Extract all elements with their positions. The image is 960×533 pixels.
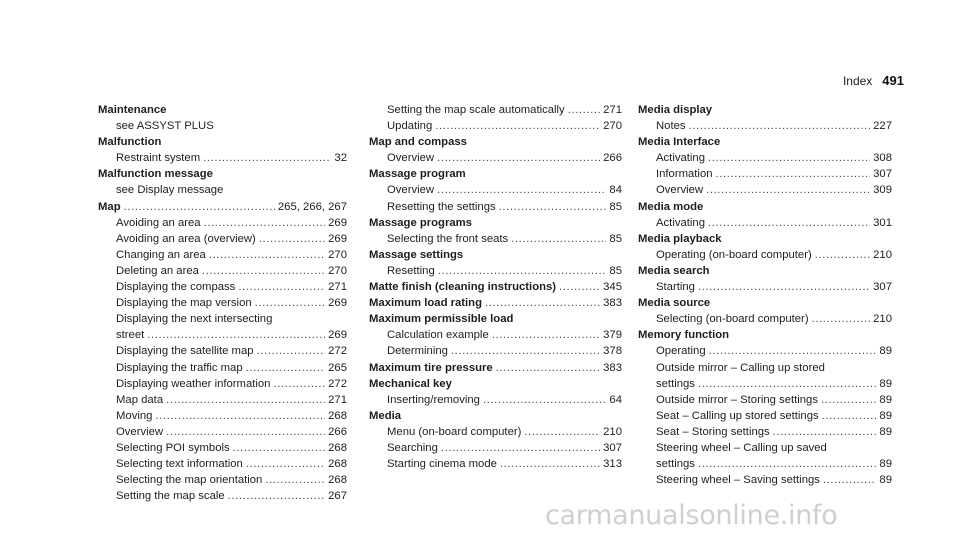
index-term — [638, 295, 892, 311]
leader-dots — [437, 182, 606, 198]
leader-dots — [437, 150, 600, 166]
index-term — [98, 199, 347, 215]
index-subentry — [98, 456, 347, 472]
subentry-label: Displaying the satellite map — [116, 345, 254, 358]
index-subentry — [98, 392, 347, 408]
leader-dots — [821, 392, 876, 408]
index-term-label: Maximum load rating — [369, 297, 482, 310]
subentry-label: Steering wheel – Saving settings — [656, 474, 820, 487]
page-ref[interactable]: 89 — [879, 458, 892, 471]
index-entry — [369, 134, 622, 166]
page-ref[interactable]: 210 — [603, 425, 622, 438]
page-ref[interactable]: 270 — [603, 120, 622, 133]
leader-dots — [451, 343, 600, 359]
subentry-label: Displaying the compass — [116, 281, 236, 294]
index-entry — [98, 166, 347, 198]
subentry-label: Avoiding an area — [116, 216, 201, 229]
index-term — [638, 231, 892, 247]
index-subentry — [98, 279, 347, 295]
page-ref[interactable]: 89 — [879, 393, 892, 406]
subentry-label: Overview — [116, 425, 164, 438]
index-term — [638, 263, 892, 279]
index-entry — [638, 231, 892, 263]
index-entry — [369, 360, 622, 376]
leader-dots — [823, 472, 877, 488]
leader-dots — [698, 456, 876, 472]
index-label: Index — [842, 74, 873, 88]
leader-dots — [228, 488, 326, 504]
index-entry — [369, 311, 622, 359]
index-subentry — [638, 408, 892, 424]
subentry-label: Information — [656, 168, 713, 181]
subentry-label: Outside mirror – Calling up stored — [656, 361, 825, 374]
subentry-label: Activating — [656, 152, 705, 165]
page-ref[interactable]: 383 — [603, 361, 622, 374]
subentry-label: Starting — [656, 281, 695, 294]
leader-dots — [716, 166, 871, 182]
leader-dots — [435, 118, 600, 134]
index-term — [98, 166, 347, 182]
leader-dots — [698, 279, 870, 295]
index-entry — [638, 295, 892, 327]
subentry-label: Overview — [387, 152, 435, 165]
leader-dots — [499, 199, 607, 215]
leader-dots — [500, 456, 600, 472]
index-subentry — [98, 150, 347, 166]
index-term-label: Map — [98, 200, 121, 213]
leader-dots — [483, 392, 606, 408]
index-entry — [369, 215, 622, 247]
leader-dots — [203, 150, 331, 166]
page-ref[interactable]: 89 — [879, 409, 892, 422]
subentry-label: Displaying the next intersecting — [116, 313, 273, 326]
index-subentry — [638, 118, 892, 134]
page-ref[interactable]: 308 — [873, 152, 892, 165]
leader-dots — [812, 311, 871, 327]
leader-dots — [238, 279, 325, 295]
index-subentry — [638, 247, 892, 263]
subentry-label: Menu (on-board computer) — [387, 425, 522, 438]
index-term-label: Memory function — [638, 329, 730, 342]
index-subentry — [638, 376, 892, 392]
subentry-label: Selecting the front seats — [387, 232, 509, 245]
page-ref[interactable]: 271 — [328, 393, 347, 406]
index-subentry — [98, 327, 347, 343]
leader-dots — [265, 472, 325, 488]
leader-dots — [709, 343, 877, 359]
index-term-label: Maintenance — [98, 104, 167, 116]
subentry-label: Selecting the map orientation — [116, 474, 263, 487]
page-ref[interactable]: 210 — [873, 248, 892, 261]
index-term-label: Mechanical key — [369, 377, 452, 390]
subentry-label: Seat – Calling up stored settings — [656, 409, 819, 422]
page-ref[interactable]: 268 — [328, 458, 347, 471]
index-subentry — [98, 263, 347, 279]
index-subentry — [638, 424, 892, 440]
subentry-continuation: settings — [656, 458, 695, 471]
subentry-label: Resetting the settings — [387, 200, 496, 213]
subentry-label: Steering wheel – Calling up saved — [656, 441, 827, 454]
index-term-label: Media mode — [638, 200, 704, 213]
index-subentry — [369, 327, 622, 343]
index-term — [638, 327, 892, 343]
index-term — [369, 134, 622, 150]
leader-dots — [204, 215, 326, 231]
page-number: 491 — [882, 73, 904, 88]
page-ref[interactable]: 210 — [873, 313, 892, 326]
index-subentry — [98, 231, 347, 247]
leader-dots — [511, 231, 606, 247]
page-ref[interactable]: 227 — [873, 120, 892, 133]
page-ref[interactable]: 270 — [328, 264, 347, 277]
index-subentry — [369, 263, 622, 279]
subentry-label: Changing an area — [116, 248, 206, 261]
page-ref[interactable]: 272 — [328, 377, 347, 390]
index-term-label: Media Interface — [638, 136, 721, 149]
index-subentry — [98, 472, 347, 488]
index-subentry — [638, 456, 892, 472]
subentry-label: Displaying weather information — [116, 377, 271, 390]
subentry-label: Seat – Storing settings — [656, 425, 770, 438]
index-term-label: Malfunction message — [98, 168, 213, 181]
leader-dots — [202, 263, 325, 279]
page-ref[interactable]: 307 — [873, 281, 892, 294]
index-subentry — [98, 360, 347, 376]
page-ref[interactable]: 269 — [328, 329, 347, 342]
index-term-label: Massage program — [369, 168, 466, 181]
subentry-label: Selecting POI symbols — [116, 441, 230, 454]
page-ref[interactable]: 307 — [873, 168, 892, 181]
page-ref[interactable]: 301 — [873, 216, 892, 229]
index-subentry — [369, 102, 622, 118]
index-entry — [369, 408, 622, 472]
page-ref[interactable]: 271 — [328, 281, 347, 294]
index-subentry — [638, 279, 892, 295]
subentry-label: see ASSYST PLUS — [116, 120, 214, 133]
index-term — [369, 311, 622, 327]
index-entry — [369, 295, 622, 311]
page-ref[interactable]: 89 — [879, 425, 892, 438]
page-ref[interactable]: 307 — [603, 441, 622, 454]
leader-dots — [524, 424, 600, 440]
page-ref[interactable]: 272 — [328, 345, 347, 358]
subentry-continuation: street — [116, 329, 145, 342]
index-term — [369, 166, 622, 182]
leader-dots — [559, 279, 600, 295]
page-ref[interactable]: 266 — [603, 152, 622, 165]
page-ref[interactable]: 313 — [603, 458, 622, 471]
index-subentry — [369, 392, 622, 408]
subentry-label: Searching — [387, 441, 438, 454]
subentry-label: see Display message — [116, 184, 224, 197]
index-subentry — [638, 343, 892, 359]
index-term-label: Media display — [638, 104, 713, 116]
page-ref[interactable]: 89 — [879, 474, 892, 487]
page-ref[interactable]: 383 — [603, 297, 622, 310]
index-term — [369, 360, 622, 376]
index-subentry — [638, 150, 892, 166]
index-term-label: Media search — [638, 264, 710, 277]
leader-dots — [815, 247, 870, 263]
subentry-label: Determining — [387, 345, 448, 358]
leader-dots — [246, 456, 325, 472]
index-subentry — [98, 408, 347, 424]
index-term — [369, 408, 622, 424]
page-ref[interactable]: 268 — [328, 409, 347, 422]
index-subentry — [369, 440, 622, 456]
page-ref[interactable]: 268 — [328, 474, 347, 487]
leader-dots — [822, 408, 877, 424]
subentry-label: Calculation example — [387, 329, 489, 342]
subentry-label: Operating — [656, 345, 706, 358]
index-column-1 — [98, 102, 347, 504]
subentry-label: Overview — [656, 184, 704, 197]
leader-dots — [708, 215, 870, 231]
index-entry — [369, 279, 622, 295]
index-term — [98, 134, 347, 150]
index-subentry — [638, 215, 892, 231]
leader-dots — [492, 327, 600, 343]
index-subentry — [98, 247, 347, 263]
index-entry — [638, 199, 892, 231]
page-ref[interactable]: 84 — [609, 184, 622, 197]
page-ref[interactable]: 379 — [603, 329, 622, 342]
leader-dots — [698, 376, 876, 392]
leader-dots — [255, 295, 326, 311]
page-ref[interactable]: 267 — [328, 490, 347, 503]
index-entry — [369, 102, 622, 134]
subentry-label: Selecting (on-board computer) — [656, 313, 809, 326]
page-ref[interactable]: 265 — [328, 361, 347, 374]
subentry-label: Deleting an area — [116, 264, 199, 277]
subentry-label: Updating — [387, 120, 433, 133]
index-entry — [369, 247, 622, 279]
page-ref[interactable]: 378 — [603, 345, 622, 358]
page-ref[interactable]: 89 — [879, 345, 892, 358]
page-header — [843, 73, 904, 88]
leader-dots — [259, 231, 325, 247]
leader-dots — [773, 424, 877, 440]
page-ref[interactable]: 89 — [879, 377, 892, 390]
subentry-label: Displaying the traffic map — [116, 361, 243, 374]
index-subentry — [369, 424, 622, 440]
subentry-label: Outside mirror – Storing settings — [656, 393, 818, 406]
index-subentry — [369, 231, 622, 247]
index-subentry — [98, 182, 347, 198]
index-term-label: Matte finish (cleaning instructions) — [369, 281, 557, 294]
subentry-label: Avoiding an area (overview) — [116, 232, 256, 245]
index-term — [369, 215, 622, 231]
index-term-label: Massage programs — [369, 216, 472, 229]
index-entry — [98, 102, 347, 134]
leader-dots — [689, 118, 871, 134]
index-term — [638, 134, 892, 150]
subentry-label: Map data — [116, 393, 164, 406]
index-entry — [638, 102, 892, 134]
index-term — [369, 295, 622, 311]
page-ref[interactable]: 345 — [603, 281, 622, 294]
index-term-label: Map and compass — [369, 136, 467, 149]
subentry-label: Displaying the map version — [116, 297, 252, 310]
index-subentry — [638, 392, 892, 408]
page-ref[interactable]: 265, 266, 267 — [277, 200, 347, 213]
leader-dots — [496, 360, 600, 376]
index-term — [369, 247, 622, 263]
subentry-label: Moving — [116, 409, 153, 422]
index-column-2 — [369, 102, 622, 472]
index-subentry — [98, 343, 347, 359]
leader-dots — [209, 247, 325, 263]
subentry-label: Notes — [656, 120, 686, 133]
index-entry — [369, 166, 622, 214]
index-term-label: Media playback — [638, 232, 722, 245]
page-ref[interactable]: 85 — [609, 232, 622, 245]
page-ref[interactable]: 32 — [334, 152, 347, 165]
index-subentry — [98, 118, 347, 134]
index-subentry — [98, 295, 347, 311]
index-term — [98, 102, 347, 118]
index-entry — [98, 199, 347, 505]
subentry-label: Operating (on-board computer) — [656, 248, 812, 261]
index-subentry — [98, 488, 347, 504]
leader-dots — [166, 392, 325, 408]
index-entry — [638, 134, 892, 198]
leader-dots — [706, 182, 870, 198]
index-entry — [638, 263, 892, 295]
index-subentry — [638, 311, 892, 327]
leader-dots — [124, 199, 275, 215]
index-subentry — [638, 166, 892, 182]
subentry-label: Restraint system — [116, 152, 201, 165]
index-term-label: Maximum permissible load — [369, 313, 514, 326]
index-term — [369, 376, 622, 392]
page-ref[interactable]: 64 — [609, 393, 622, 406]
index-subentry — [369, 343, 622, 359]
leader-dots — [708, 150, 870, 166]
index-subentry — [369, 182, 622, 198]
index-subentry — [369, 150, 622, 166]
leader-dots — [147, 327, 325, 343]
page-ref[interactable]: 269 — [328, 297, 347, 310]
page-ref[interactable]: 271 — [603, 104, 622, 116]
index-entry — [638, 327, 892, 488]
index-subentry — [638, 182, 892, 198]
leader-dots — [257, 343, 326, 359]
page-ref[interactable]: 268 — [328, 441, 347, 454]
page-ref[interactable]: 85 — [609, 264, 622, 277]
page-ref[interactable]: 269 — [328, 232, 347, 245]
leader-dots — [273, 376, 325, 392]
subentry-label: Overview — [387, 184, 435, 197]
subentry-label: Selecting text information — [116, 458, 243, 471]
index-entry — [98, 134, 347, 166]
index-subentry — [98, 376, 347, 392]
subentry-label: Starting cinema mode — [387, 458, 497, 471]
index-term — [369, 279, 622, 295]
index-term — [638, 199, 892, 215]
page-ref[interactable]: 270 — [328, 248, 347, 261]
index-entry — [369, 376, 622, 408]
page-ref[interactable]: 266 — [328, 425, 347, 438]
leader-dots — [155, 408, 325, 424]
leader-dots — [246, 360, 326, 376]
subentry-label: Activating — [656, 216, 705, 229]
index-term-label: Media source — [638, 297, 711, 310]
index-term-label: Massage settings — [369, 248, 464, 261]
leader-dots — [485, 295, 600, 311]
index-column-3 — [638, 102, 892, 488]
index-subentry — [98, 215, 347, 231]
subentry-label: Setting the map scale — [116, 490, 225, 503]
index-term-label: Maximum tire pressure — [369, 361, 493, 374]
index-subentry — [638, 472, 892, 488]
leader-dots — [166, 424, 325, 440]
leader-dots — [568, 102, 600, 118]
leader-dots — [441, 440, 600, 456]
index-term-label: Media — [369, 409, 402, 422]
index-term — [638, 102, 892, 118]
subentry-continuation: settings — [656, 377, 695, 390]
watermark: carmanualsonline.info — [545, 500, 838, 531]
leader-dots — [438, 263, 607, 279]
page-ref[interactable]: 309 — [873, 184, 892, 197]
leader-dots — [233, 440, 325, 456]
index-subentry — [98, 424, 347, 440]
subentry-label: Inserting/removing — [387, 393, 480, 406]
page-ref[interactable]: 85 — [609, 200, 622, 213]
index-subentry — [369, 199, 622, 215]
index-term-label: Malfunction — [98, 136, 162, 149]
index-subentry — [98, 440, 347, 456]
index-subentry — [369, 456, 622, 472]
page-ref[interactable]: 269 — [328, 216, 347, 229]
subentry-label: Setting the map scale automatically — [387, 104, 565, 116]
index-subentry — [369, 118, 622, 134]
subentry-label: Resetting — [387, 264, 435, 277]
